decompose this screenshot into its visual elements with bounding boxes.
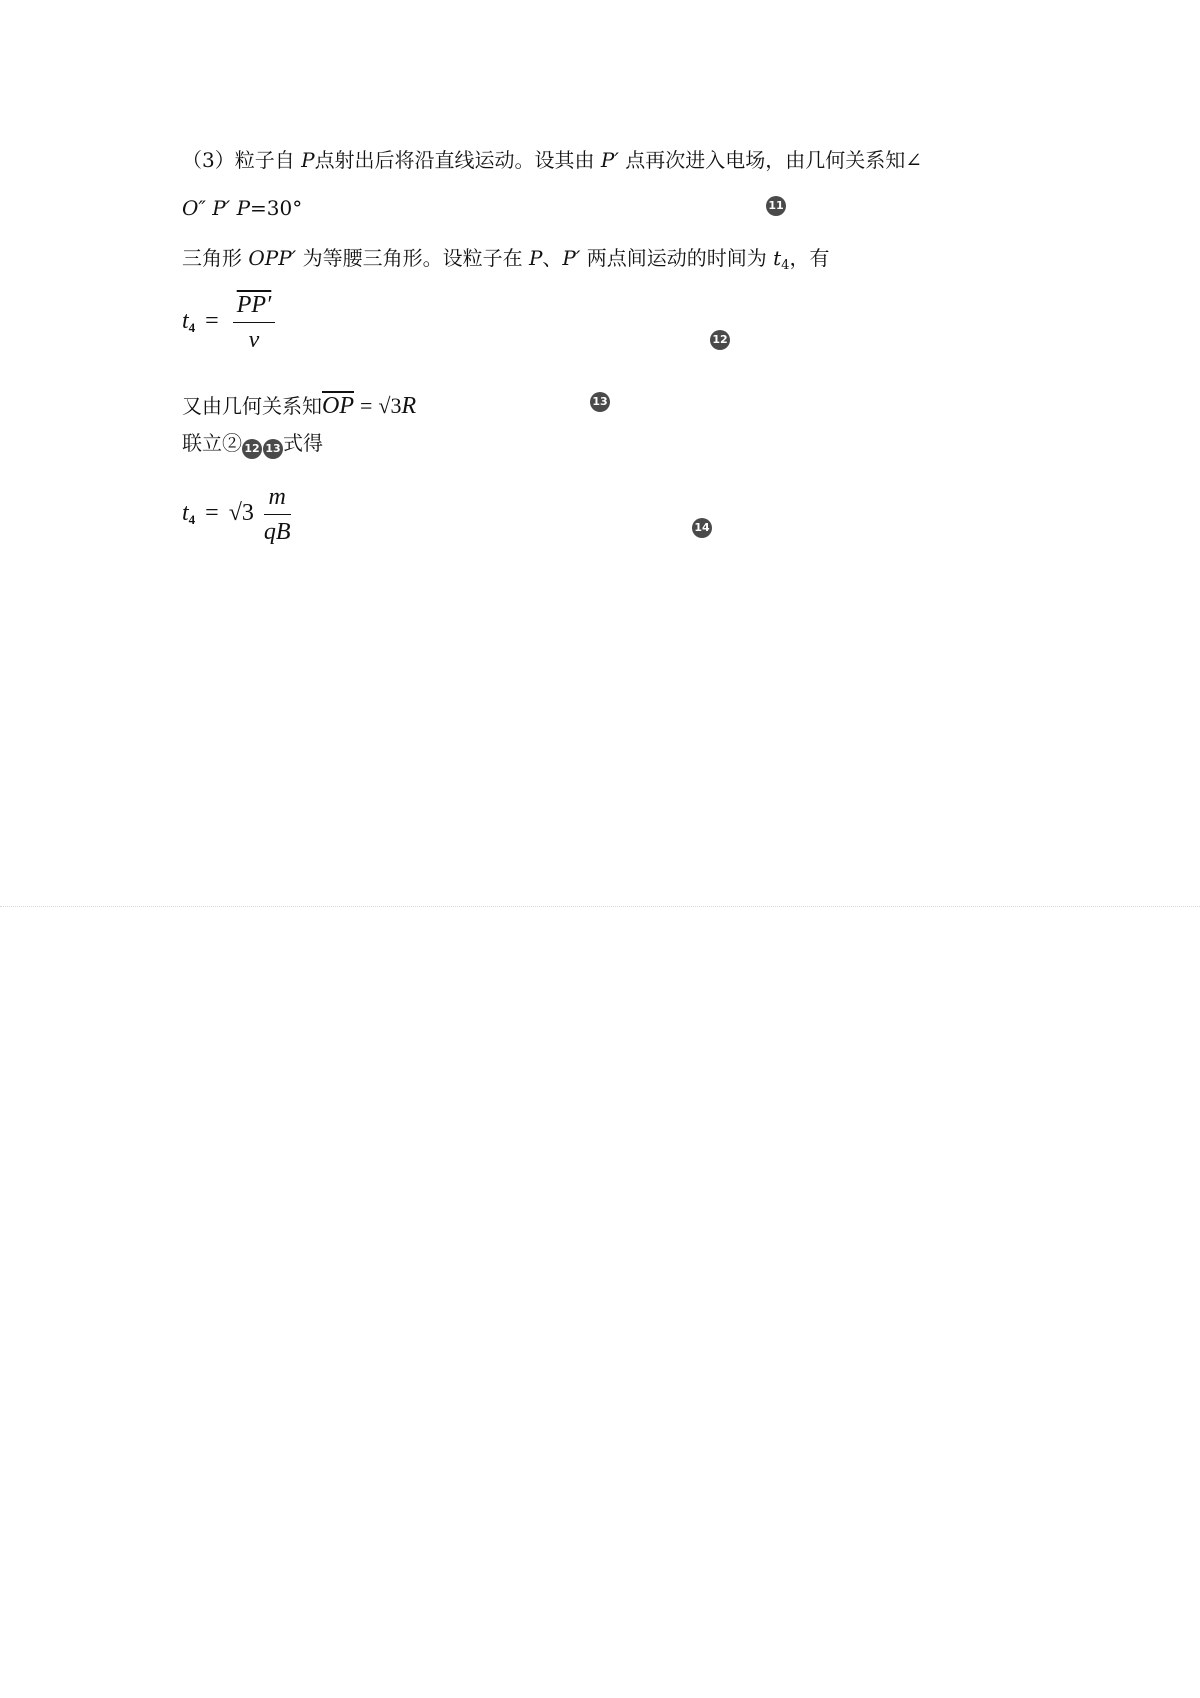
angle-value: =30°: [250, 196, 303, 220]
equation-marker-ref-13: 13: [263, 439, 283, 459]
paragraph-line-combine: [182, 430, 323, 459]
segment-op: $\overline{OP}$: [322, 393, 354, 419]
point-p-prime: P′: [600, 148, 619, 172]
equation-marker-12: 12: [710, 330, 730, 350]
radius-symbol: R: [401, 393, 417, 419]
time-symbol: t: [182, 308, 189, 335]
text-segment: 联立②: [182, 431, 242, 455]
time-symbol: t: [773, 246, 782, 270]
equation-marker-14: 14: [692, 518, 712, 538]
page-separator: [0, 906, 1200, 907]
fraction-numerator: PP′: [233, 290, 276, 323]
text-segment: 为等腰三角形。设粒子在: [296, 246, 529, 270]
text-segment: ，有: [789, 246, 830, 270]
text-segment: （3）粒子自: [182, 148, 302, 172]
point-p: P: [528, 246, 543, 270]
fraction-denominator: qB: [263, 519, 291, 545]
point-p-prime: P′: [562, 246, 581, 270]
time-subscript: 4: [188, 320, 196, 336]
text-segment: 式得: [283, 431, 323, 455]
equation-marker-13: 13: [590, 392, 610, 412]
triangle-name: OPP′: [248, 246, 297, 270]
text-segment: 点再次进入电场，由几何关系知∠: [618, 148, 923, 172]
fraction-denominator: v: [248, 327, 260, 353]
time-subscript: 4: [188, 512, 196, 528]
equals-sign: =: [205, 308, 219, 335]
sqrt-three: √3: [378, 393, 402, 418]
equation-marker-11: 11: [766, 196, 786, 216]
time-subscript: 4: [781, 258, 790, 273]
equation-14: [182, 482, 295, 547]
paragraph-line-13: [182, 390, 416, 422]
sqrt-three: √3: [228, 500, 254, 527]
paragraph-line-2: [182, 195, 302, 221]
paragraph-line-3: [182, 245, 829, 279]
text-segment: 三角形: [182, 246, 249, 270]
text-segment: 又由几何关系知: [182, 394, 322, 418]
angle-expression: O″ P′ P: [182, 196, 251, 220]
equals-sign: =: [360, 393, 373, 418]
text-segment: 两点间运动的时间为: [580, 246, 774, 270]
separator: 、: [542, 246, 563, 270]
paragraph-line-1: [182, 147, 922, 173]
time-symbol: t: [182, 500, 189, 527]
equation-12: [182, 290, 279, 355]
point-p: P: [301, 148, 315, 172]
fraction-numerator: m: [264, 482, 291, 515]
fraction: [233, 290, 276, 355]
equals-sign: =: [205, 500, 219, 527]
equation-marker-ref-12: 12: [242, 439, 262, 459]
fraction: [264, 482, 291, 547]
text-segment: 点射出后将沿直线运动。设其由: [314, 148, 601, 172]
